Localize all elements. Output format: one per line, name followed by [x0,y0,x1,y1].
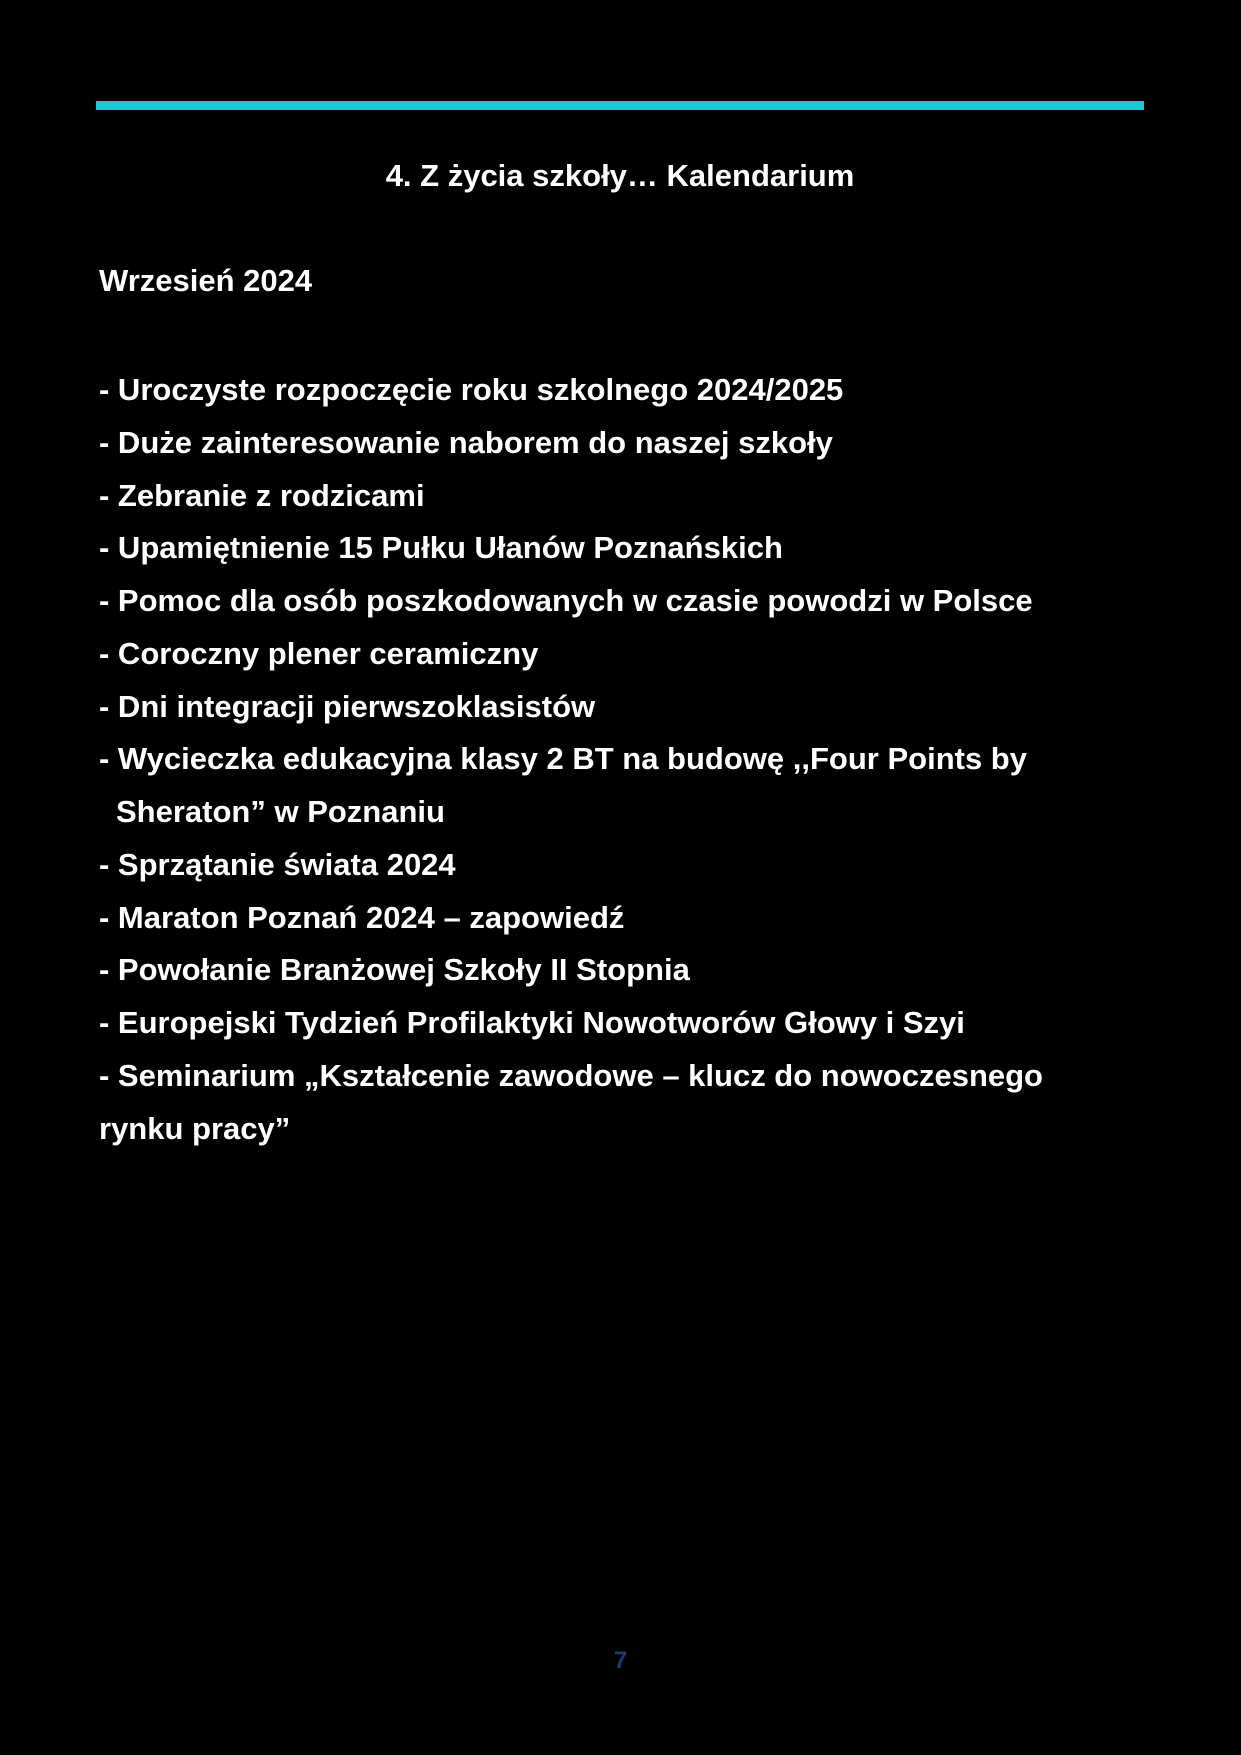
section-title: 4. Z życia szkoły… Kalendarium [385,158,855,193]
event-text: - Duże zainteresowanie naborem do naszej szkoły [99,424,833,460]
events-list [99,364,1139,1155]
event-item [99,522,1139,575]
event-text: - Sprzątanie świata 2024 [99,846,456,882]
event-item [99,1050,1139,1156]
event-text-continuation: Sheraton” w Poznaniu [116,794,445,829]
event-text: - Pomoc dla osób poszkodowanych w czasie powodzi w Polsce [99,583,1033,618]
event-text: - Maraton Poznań 2024 – zapowiedź [99,899,625,935]
event-item [99,575,1139,628]
event-item [99,470,1139,523]
event-text: - Powołanie Branżowej Szkoły II Stopnia [99,952,690,988]
event-text: - Upamiętnienie 15 Pułku Ułanów Poznańskich [99,530,783,566]
event-item [99,681,1139,734]
event-item [99,944,1139,997]
event-item [99,364,1139,417]
event-text: - Dni integracji pierwszoklasistów [99,688,596,724]
page-number: 7 [613,1647,628,1674]
event-item [99,628,1139,681]
event-text: - Zebranie z rodzicami [99,477,425,513]
event-text: - Uroczyste rozpoczęcie roku szkolnego 2024/2025 [99,372,844,407]
month-heading: Wrzesień 2024 [99,263,313,298]
event-text: - Europejski Tydzień Profilaktyki Nowotworów Głowy i Szyi [99,1005,965,1040]
event-text: - Seminarium „Kształcenie zawodowe – klucz do nowoczesnego [99,1057,1043,1093]
event-item [99,417,1139,470]
event-item [99,839,1139,892]
event-item [99,997,1139,1050]
event-item [99,733,1139,839]
event-text: - Wycieczka edukacyjna klasy 2 BT na budowę ,,Four Points by [99,741,1027,777]
event-text: - Coroczny plener ceramiczny [99,635,539,671]
event-item [99,892,1139,945]
event-text-continuation: rynku pracy” [99,1110,291,1146]
top-divider-rule [96,101,1144,110]
